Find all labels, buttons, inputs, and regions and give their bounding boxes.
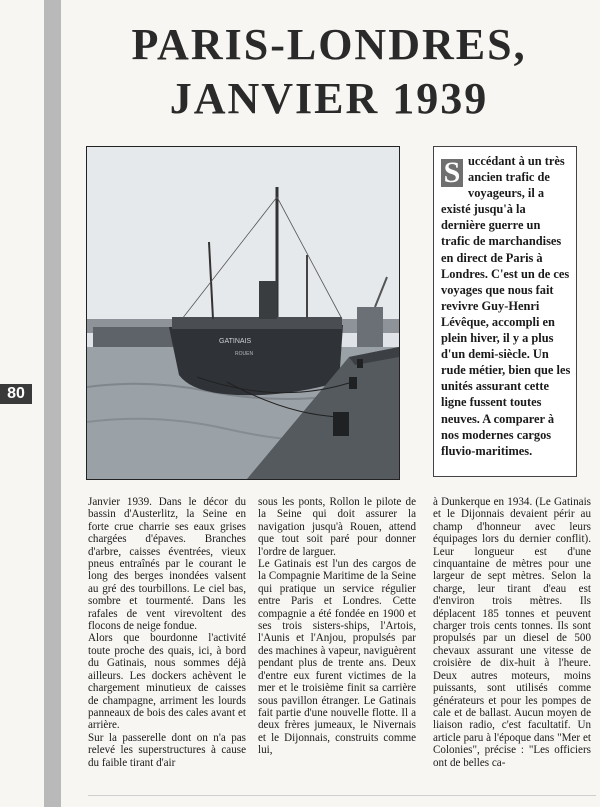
- body-paragraph: Janvier 1939. Dans le décor du bassin d'Austerlitz, la Seine en forte crue charrie ses eaux grises chargées d'épaves. Branches d'arbre, caisses éventrées, vieux pneus entraînés par le courant le long des berges inondées valsent au gré des tourbillons. Le ciel bas, sombre et tourmenté. Dans les rafales de vent virevoltent des flocons de neige fondue.: [88, 496, 246, 633]
- title-line-2: JANVIER 1939: [169, 74, 489, 123]
- body-column-3: [433, 496, 591, 796]
- hull-name: GATINAIS: [219, 338, 252, 345]
- body-paragraph: Alors que bourdonne l'activité toute proche des quais, ici, à bord du Gatinais, nous sommes déjà ailleurs. Les dockers achèvent le chargement minutieux de caisses de champagne, arriment les lourds panneaux de bois des cales avant et arrière.: [88, 632, 246, 732]
- page-number: 80: [0, 384, 32, 404]
- intro-box: [433, 146, 577, 477]
- article-title: [62, 18, 596, 126]
- binding-gutter: [44, 0, 61, 807]
- ship-illustration: [87, 147, 399, 479]
- intro-text: uccédant à un très ancien trafic de voyageurs, il a existé jusqu'à la dernière guerre un trafic de marchandises en direct de Paris à Londres. C'est un de ces voyages que nous fait revivre Guy-Henri Lévêque, accompli en plein hiver, il y a plus d'un demi-siècle. Un rude métier, bien que les unités assurant cette ligne fussent toutes neuves. A comparer à nos modernes cargos fluvio-maritimes.: [441, 154, 571, 458]
- hull-port: ROUEN: [235, 351, 254, 357]
- body-column-2: [258, 496, 416, 796]
- body-paragraph: Le Gatinais est l'un des cargos de la Compagnie Maritime de la Seine qui pratique un service régulier entre Paris et Londres. Cette compagnie a été fondée en 1900 et ses trois sisters-ships, l'Artois, l'Aunis et l'Anjou, propulsés par des machines à vapeur, naviguèrent pendant plus de trente ans. Deux d'entre eux furent victimes de la mer et le troisième finit sa carrière sous pavillon étranger. Le Gatinais fait partie d'une nouvelle flotte. Il a deux frères jumeaux, le Nivernais et le Dijonnais, construits comme lui,: [258, 558, 416, 757]
- ship-photo: [86, 146, 400, 480]
- title-line-1: PARIS-LONDRES,: [131, 20, 527, 69]
- drop-cap: S: [441, 159, 463, 187]
- bottom-rule: [88, 795, 596, 796]
- body-paragraph: Sur la passerelle dont on n'a pas relevé les superstructures à cause du faible tirant d'air: [88, 731, 246, 769]
- body-paragraph: sous les ponts, Rollon le pilote de la Seine qui doit assurer la navigation jusqu'à Rouen, attend que tout soit paré pour donner l'ordre de larguer.: [258, 496, 416, 558]
- body-paragraph: à Dunkerque en 1934. (Le Gatinais et le Dijonnais devaient périr au champ d'honneur avec leurs équipages lors du dernier conflit). Leur longueur est d'une cinquantaine de mètres pour une largeur de sept mètres. Selon la charge, leur tirant d'eau est d'environ trois mètres. Ils déplacent 185 tonnes et peuvent charger trois cents tonnes. Ils sont propulsés par un diesel de 500 chevaux assurant une vitesse de croisière de dix-huit à l'heure. Deux autres moteurs, moins puissants, sont utilisés comme générateurs et pour les pompes de cale et de ballast. Aucun moyen de liaison radio, c'est facultatif. Un article paru à l'époque dans "Mer et Colonies", précise : "Les officiers ont de belles ca-: [433, 496, 591, 769]
- body-column-1: [88, 496, 246, 796]
